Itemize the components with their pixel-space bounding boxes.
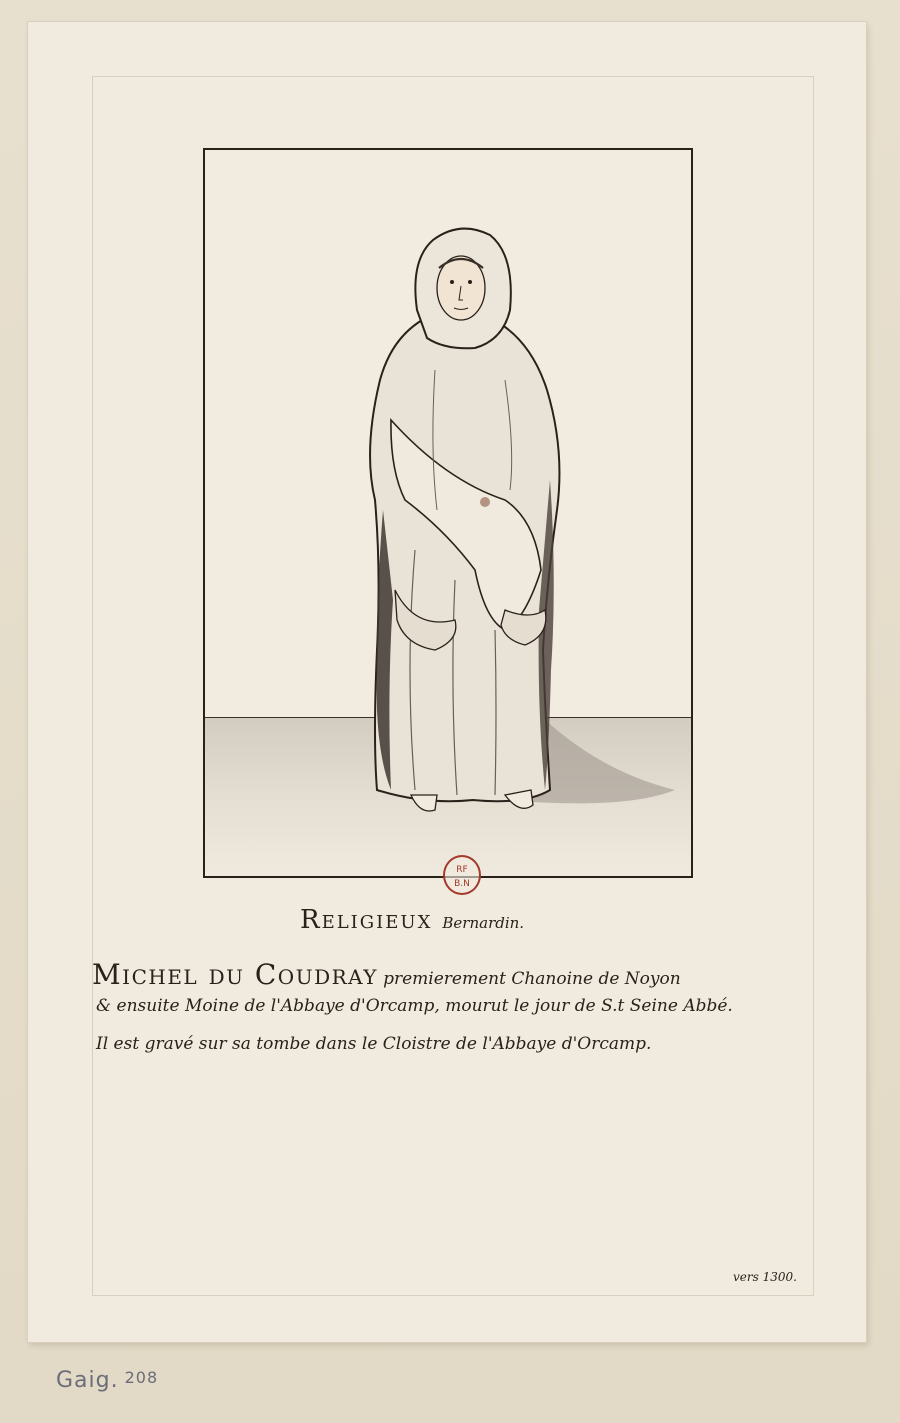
caption-block bbox=[92, 958, 832, 1072]
shelfmark bbox=[56, 1368, 158, 1393]
shelfmark-label: Gaig. bbox=[56, 1368, 119, 1393]
caption-line-1 bbox=[92, 958, 832, 996]
plate-title bbox=[300, 905, 700, 935]
stamp-line-1: RF bbox=[456, 865, 468, 875]
caption-line-3: Il est gravé sur sa tombe dans le Cloistre de l'Abbaye d'Orcamp. bbox=[96, 1034, 652, 1054]
library-stamp bbox=[443, 855, 481, 895]
caption-line-1-text: premierement Chanoine de Noyon bbox=[383, 969, 681, 989]
shelfmark-number: 208 bbox=[124, 1368, 159, 1387]
subject-name: Michel du Coudray bbox=[92, 958, 378, 991]
title-main: Religieux bbox=[300, 905, 433, 935]
date-note: vers 1300. bbox=[733, 1270, 797, 1284]
illustration-frame bbox=[203, 148, 693, 878]
caption-line-2: & ensuite Moine de l'Abbaye d'Orcamp, mourut le jour de S.t Seine Abbé. bbox=[96, 996, 733, 1016]
monk-figure bbox=[205, 150, 691, 876]
stamp-line-2: B.N bbox=[454, 879, 470, 889]
title-subtitle: Bernardin. bbox=[442, 914, 525, 932]
